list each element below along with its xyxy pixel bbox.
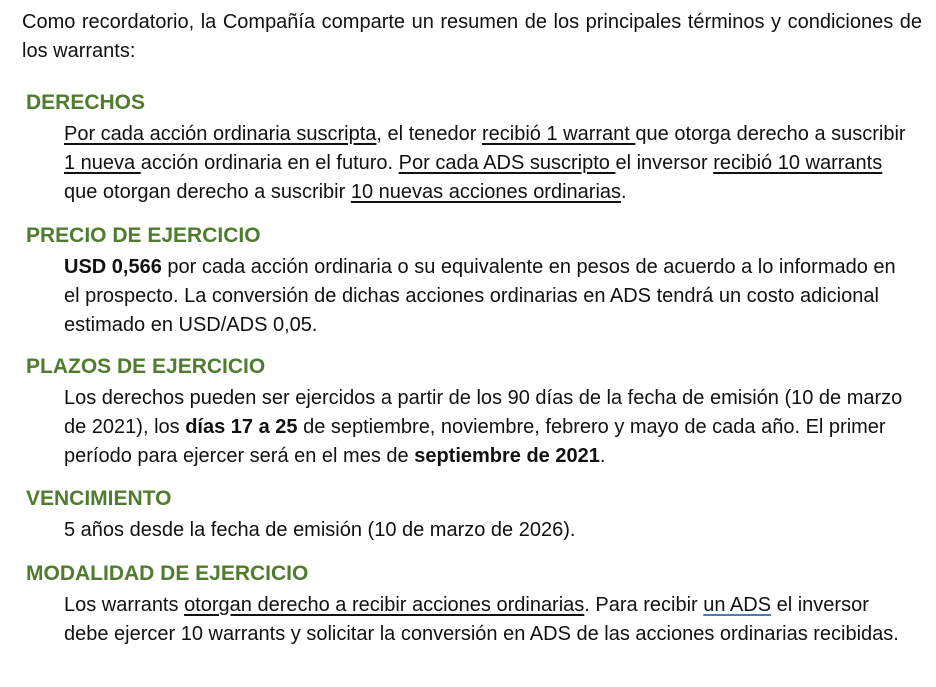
text-run: . (621, 181, 627, 203)
underlined-text: 10 nuevas acciones ordinarias (350, 181, 622, 203)
section-body (64, 516, 914, 545)
underlined-text: otorgan derecho a recibir acciones ordinarias (184, 594, 585, 616)
section-heading: DERECHOS (26, 91, 146, 114)
bold-text: septiembre de 2021 (414, 445, 600, 467)
text-run: Los warrants (64, 594, 185, 616)
text-run: Los derechos pueden ser ejercidos a partir de los 90 días de la fecha de emisión (10 de marzo de 2021), los (64, 387, 903, 438)
intro-paragraph: Como recordatorio, la Compañía comparte un resumen de los principales términos y condiciones de los warrants: (22, 11, 922, 62)
section-body (64, 591, 914, 649)
section-heading: MODALIDAD DE EJERCICIO (26, 562, 309, 585)
underlined-text: Por cada acción ordinaria suscripta (64, 123, 377, 145)
text-run: de septiembre, noviembre, febrero y mayo de cada año. El primer período para ejercer será en el mes de (64, 416, 886, 467)
bold-text: USD 0,566 (64, 256, 162, 278)
underlined-text: un ADS (703, 594, 772, 616)
text-run: 5 años desde la fecha de emisión (10 de marzo de 2026). (64, 519, 576, 541)
underlined-text: Por cada ADS suscripto (398, 152, 616, 174)
text-run: acción ordinaria en el futuro. (140, 152, 399, 174)
underlined-text: recibió 1 warrant (482, 123, 636, 145)
section-precio-de-ejercicio (26, 223, 926, 340)
underlined-text: recibió 10 warrants (713, 152, 883, 174)
section-modalidad-de-ejercicio (26, 561, 926, 649)
section-body (64, 384, 914, 471)
underlined-text: 1 nueva (64, 152, 141, 174)
section-derechos (26, 90, 926, 207)
text-run: el inversor (615, 152, 714, 174)
section-body (64, 120, 914, 207)
section-plazos-de-ejercicio (26, 354, 926, 471)
bold-text: días 17 a 25 (185, 416, 298, 438)
text-run: . (599, 445, 606, 467)
text-run: , el tenedor (376, 123, 483, 145)
text-run: el inversor debe ejercer 10 warrants y solicitar la conversión en ADS de las acciones ordinarias recibidas. (64, 594, 899, 645)
section-heading: PRECIO DE EJERCICIO (26, 224, 261, 247)
text-run: . Para recibir (584, 594, 704, 616)
text-run: que otorgan derecho a suscribir (64, 181, 351, 203)
section-vencimiento (26, 486, 926, 545)
section-heading: VENCIMIENTO (26, 487, 172, 510)
text-run: que otorga derecho a suscribir (635, 123, 906, 145)
section-heading: PLAZOS DE EJERCICIO (26, 355, 266, 378)
text-run: por cada acción ordinaria o su equivalente en pesos de acuerdo a lo informado en el prospecto. La conversión de dichas acciones ordinarias en ADS tendrá un costo adicional estimado en USD/ADS 0,05. (64, 256, 896, 336)
section-body (64, 253, 914, 340)
